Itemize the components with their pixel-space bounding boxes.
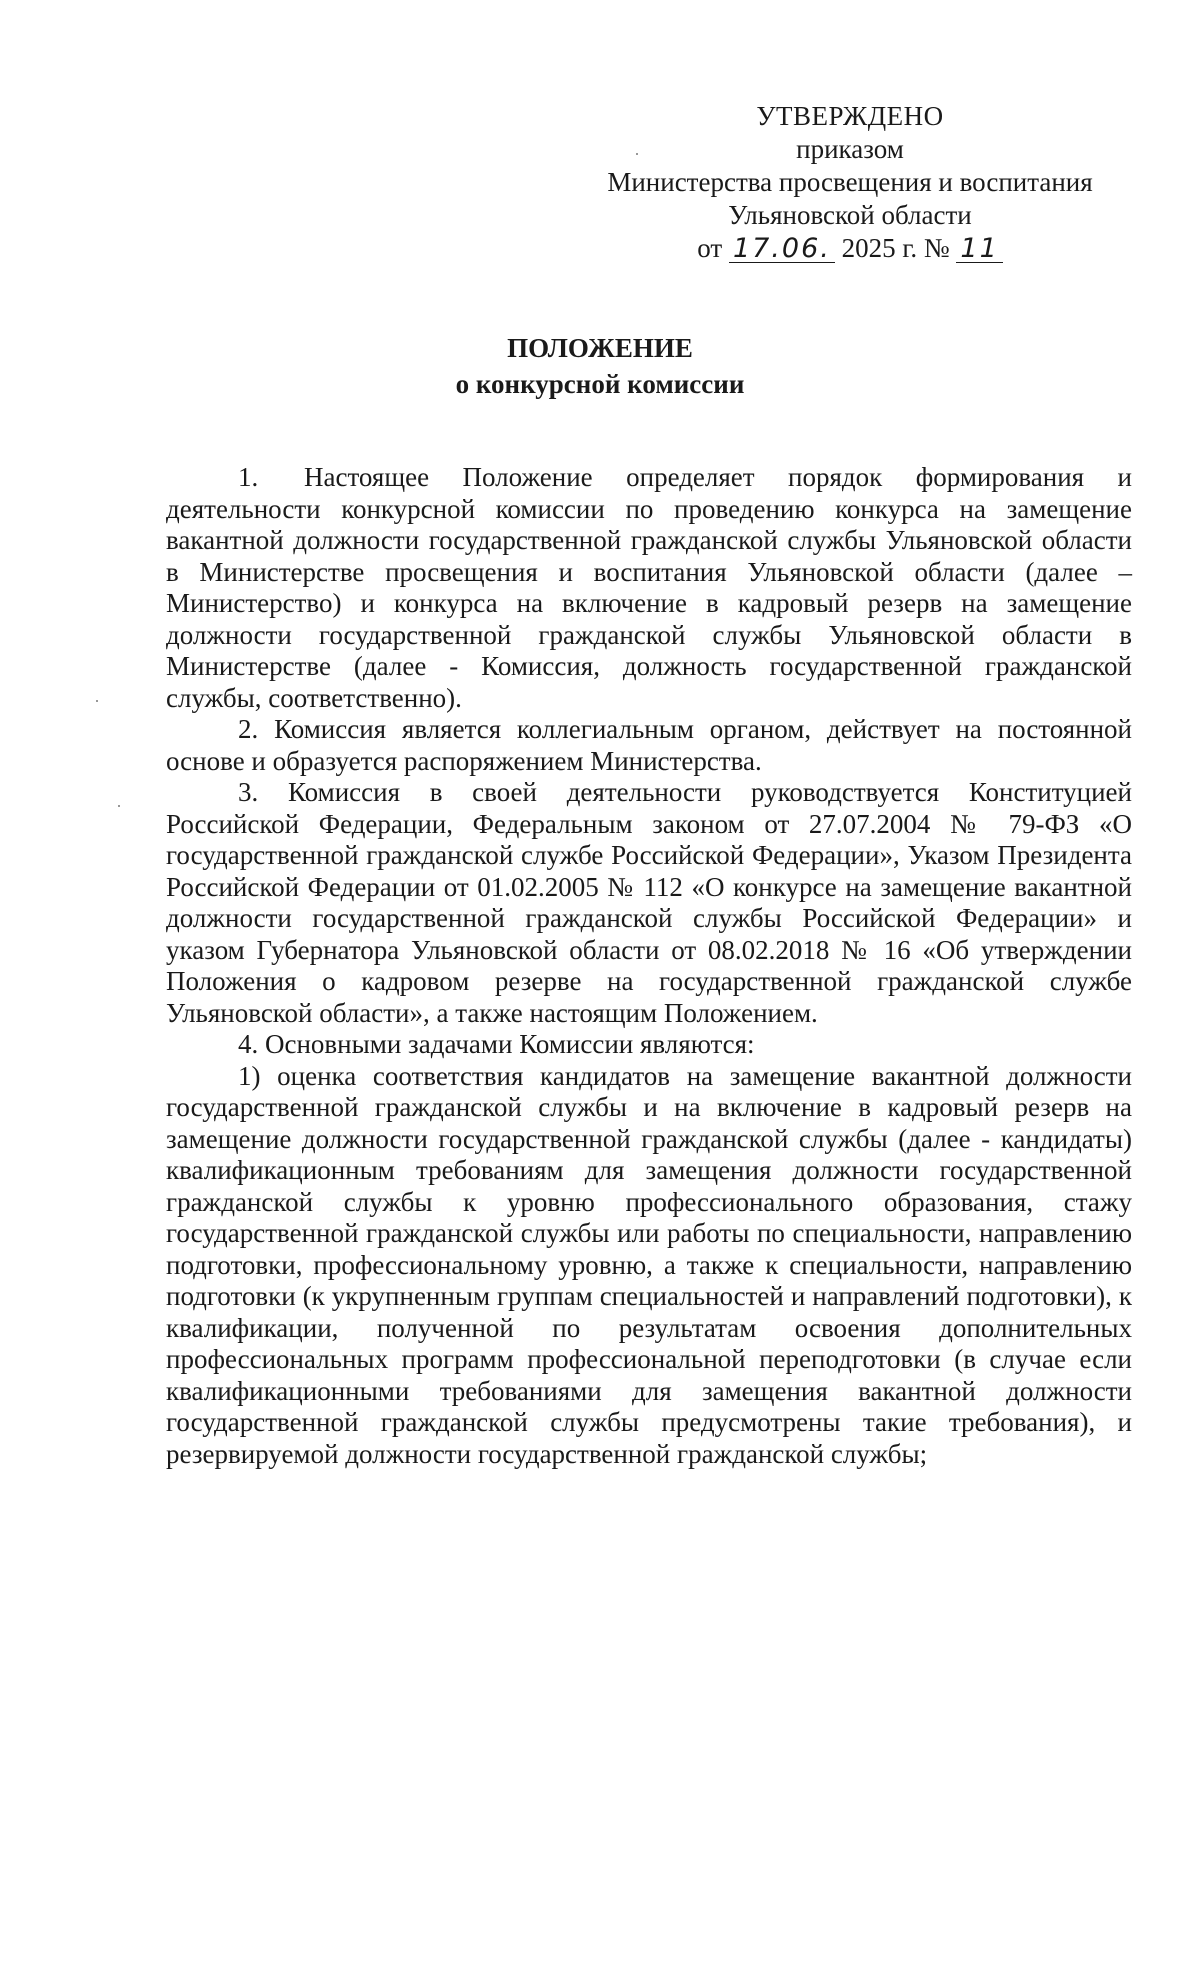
document-title-block — [0, 330, 1200, 402]
approval-date-handwritten: 17.06. — [729, 236, 835, 263]
scan-speck — [636, 153, 638, 155]
approval-number-handwritten: 11 — [956, 236, 1002, 263]
paragraph-1-number: 1. — [238, 462, 259, 492]
approval-date-line — [560, 232, 1140, 265]
approval-heading: УТВЕРЖДЕНО — [756, 101, 944, 131]
approval-order-label: приказом — [796, 134, 904, 164]
approval-date-prefix: от — [697, 233, 723, 263]
paragraph-1-text: Настоящее Положение определяет порядок формирования и деятельности конкурсной комиссии по проведению конкурса на замещение вакантной должности государственной гражданской службы Ульяновской области в Министерстве просвещения и воспитания Ульяновской области (далее – Министерство) и конкурса на включение в кадровый резерв на замещение должности государственной гражданской службы Ульяновской области в Министерстве (далее - Комиссия, должность государственной гражданской службы, соответственно). — [166, 462, 1132, 713]
paragraph-4-item-1: 1) оценка соответствия кандидатов на замещение вакантной должности государственной гражданской службы и на включение в кадровый резерв на замещение должности государственной гражданской службы (далее - кандидаты) квалификационным требованиям для замещения должности государственной гражданской службы к уровню профессионального образования, стажу государственной гражданской службы или работы по специальности, направлению подготовки, профессиональному уровню, а также к специальности, направлению подготовки (к укрупненным группам специальностей и направлений подготовки), к квалификации, полученной по результатам освоения дополнительных профессиональных программ профессиональной переподготовки (в случае если квалификационными требованиями для замещения вакантной должности государственной гражданской службы предусмотрены такие требования), и резервируемой должности государственной гражданской службы; — [166, 1060, 1132, 1469]
approval-stamp-block — [560, 100, 1140, 265]
scan-speck — [96, 700, 98, 702]
document-title: ПОЛОЖЕНИЕ — [507, 333, 693, 363]
approval-ministry-name: Министерства просвещения и воспитания — [607, 167, 1093, 197]
scan-speck — [118, 805, 120, 807]
paragraph-2: 2. Комиссия является коллегиальным органом, действует на постоянной основе и образуется распоряжением Министерства. — [166, 714, 1132, 776]
approval-region-name: Ульяновской области — [728, 200, 972, 230]
paragraph-4: 4. Основными задачами Комиссии являются: — [238, 1029, 755, 1059]
paragraph-3: 3. Комиссия в своей деятельности руководствуется Конституцией Российской Федерации, Федеральным законом от 27.07.2004 № 79-ФЗ «О государственной гражданской службе Российской Федерации», Указом Президента Российской Федерации от 01.02.2005 № 112 «О конкурсе на замещение вакантной должности государственной гражданской службы Российской Федерации» и указом Губернатора Ульяновской области от 08.02.2018 № 16 «Об утверждении Положения о кадровом резерве на государственной гражданской службе Ульяновской области», а также настоящим Положением. — [166, 777, 1132, 1028]
document-subtitle: о конкурсной комиссии — [455, 369, 745, 399]
paragraph-1 — [166, 462, 1132, 714]
approval-year-number-label: 2025 г. № — [841, 233, 950, 263]
document-body — [166, 462, 1132, 1470]
